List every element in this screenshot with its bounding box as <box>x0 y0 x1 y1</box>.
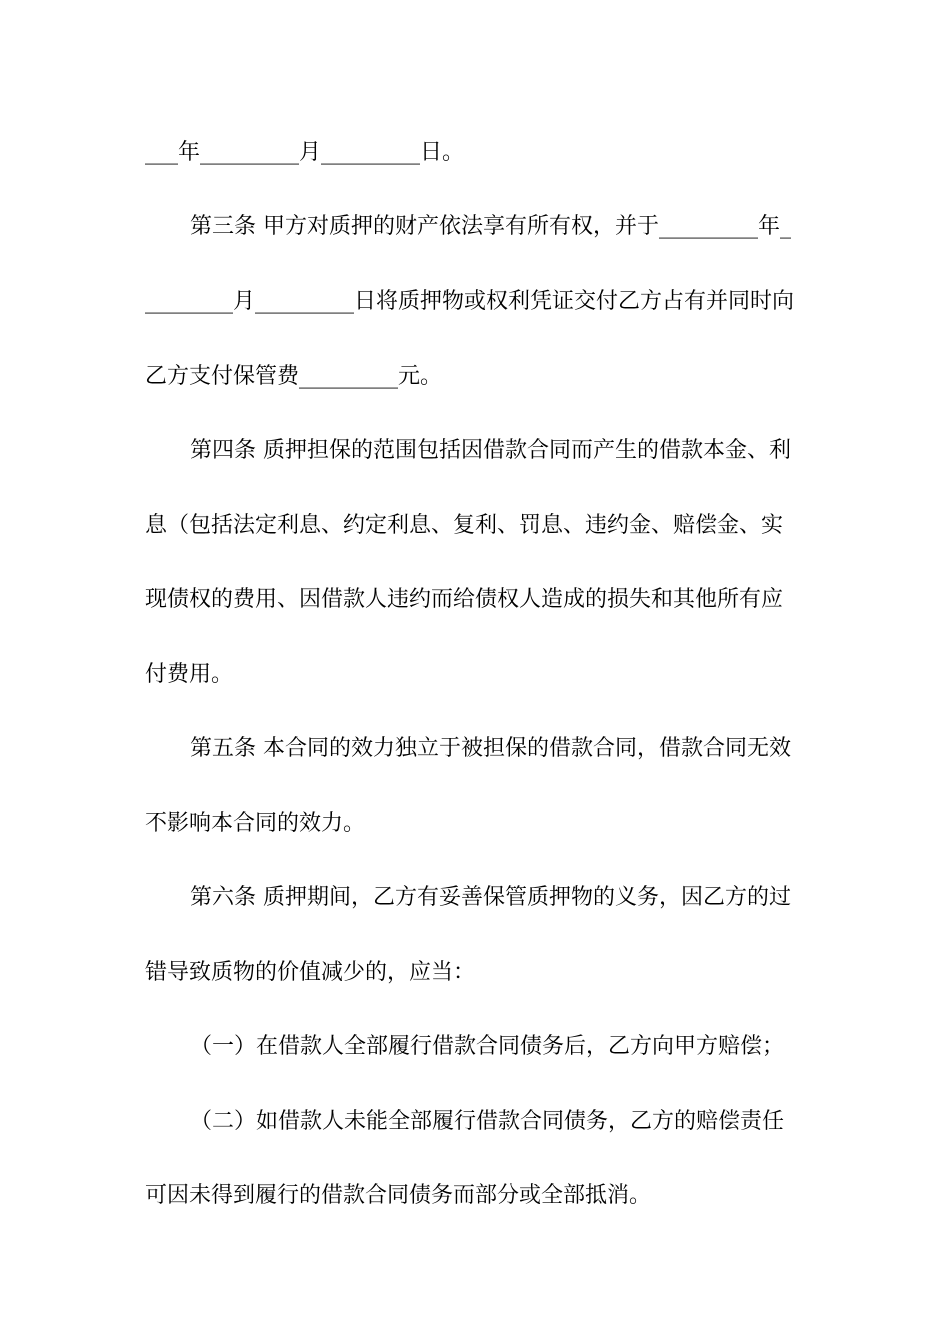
article-5-line-2: 不影响本合同的效力。 <box>145 811 366 836</box>
text-line-1: ___年_________月_________日。 <box>145 140 465 165</box>
article-3-line-2: ________月_________日将质押物或权利凭证交付乙方占有并同时向 <box>145 289 795 314</box>
article-6-line-2: 错导致质物的价值减少的，应当： <box>145 960 476 985</box>
article-3-line-3: 乙方支付保管费_________元。 <box>145 364 443 389</box>
article-4-line-2: 息（包括法定利息、约定利息、复利、罚息、违约金、赔偿金、实 <box>145 513 784 538</box>
article-4-line-4: 付费用。 <box>145 662 234 687</box>
article-6-item-2-line-2: 可因未得到履行的借款合同债务而部分或全部抵消。 <box>145 1183 652 1208</box>
article-4-line-3: 现债权的费用、因借款人违约而给债权人造成的损失和其他所有应 <box>145 587 784 612</box>
article-6-item-1: （一）在借款人全部履行借款合同债务后，乙方向甲方赔偿； <box>190 1034 785 1059</box>
article-6-line-1: 第六条 质押期间，乙方有妥善保管质押物的义务，因乙方的过 <box>190 885 791 910</box>
article-6-item-2-line-1: （二）如借款人未能全部履行借款合同债务，乙方的赔偿责任 <box>190 1109 785 1134</box>
article-4-line-1: 第四条 质押担保的范围包括因借款合同而产生的借款本金、利 <box>190 438 791 463</box>
article-3-line-1: 第三条 甲方对质押的财产依法享有所有权，并于_________年_ <box>190 214 791 239</box>
article-5-line-1: 第五条 本合同的效力独立于被担保的借款合同，借款合同无效 <box>190 736 791 761</box>
